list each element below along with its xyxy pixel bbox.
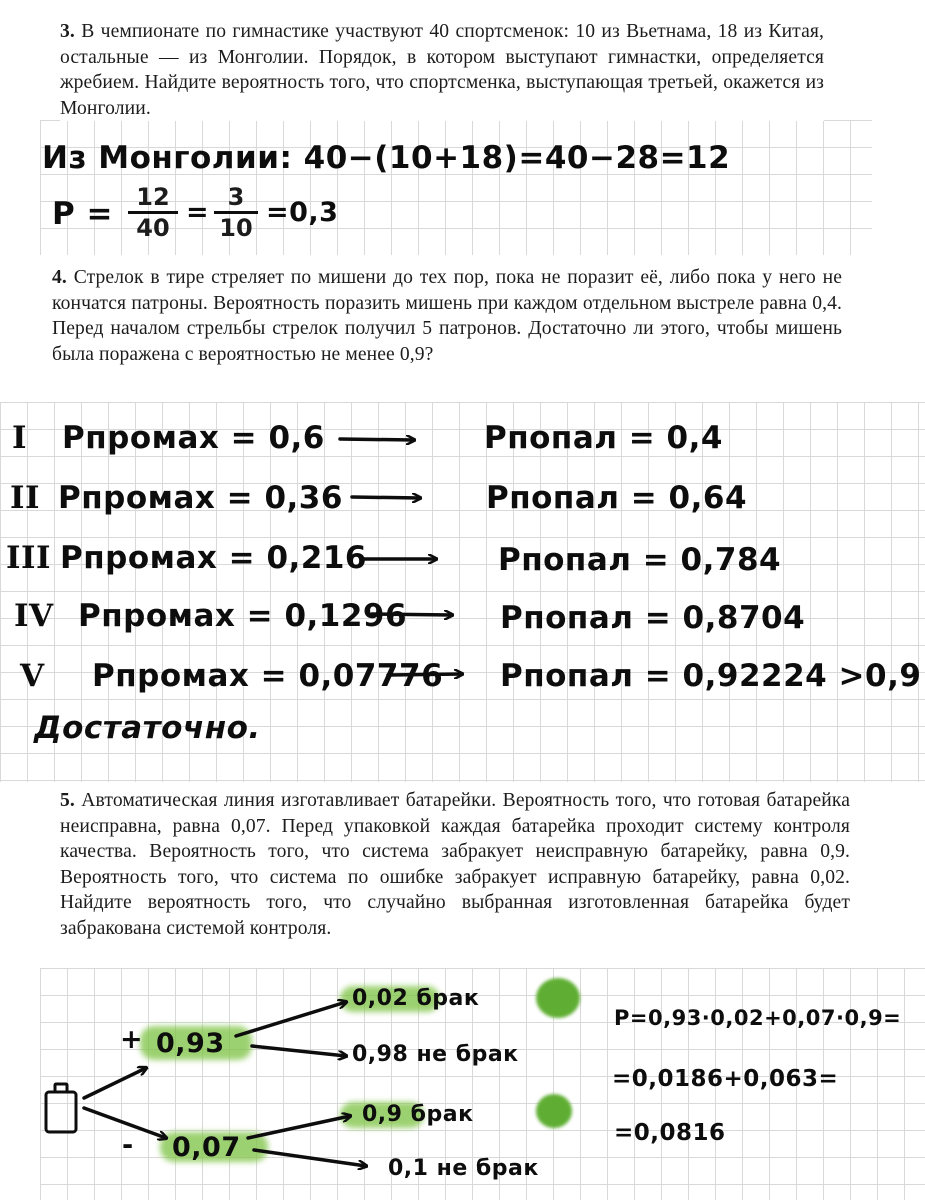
tree-branch-good: 0,93: [156, 1028, 225, 1059]
tree-leaf-2: 0,98 не брак: [352, 1042, 519, 1067]
tree-plus: +: [120, 1024, 144, 1055]
row-1-roman: I: [12, 420, 28, 456]
row-1-miss: Pпромах = 0,6: [62, 420, 325, 456]
tree-leaf-4: 0,1 не брак: [388, 1156, 539, 1181]
row-3-roman: III: [6, 540, 52, 576]
row-3-hit: Pпопал = 0,784: [498, 542, 782, 578]
arrow-to-good: [84, 1068, 146, 1098]
row-2-hit: Pпопал = 0,64: [486, 480, 748, 516]
problem-3-result: =0,3: [266, 197, 339, 228]
arrow-row-2: [352, 497, 420, 498]
problem-4-conclusion: Достаточно.: [34, 710, 261, 746]
row-4-hit: Pпопал = 0,8704: [500, 600, 806, 636]
fraction-2-numerator: 3: [227, 183, 245, 211]
calc-line-1: P=0,93·0,02+0,07·0,9=: [614, 1006, 902, 1030]
tree-leaf-1: 0,02 брак: [352, 986, 480, 1011]
battery-icon: [46, 1084, 76, 1132]
arrow-to-leaf-4: [254, 1150, 366, 1166]
tree-branch-bad: 0,07: [172, 1132, 241, 1163]
problem-4-number: 4.: [52, 267, 67, 288]
row-3-miss: Pпромах = 0,216: [60, 540, 367, 576]
problem-3-equals: =: [186, 197, 210, 228]
problem-4-statement: Стрелок в тире стреляет по мишени до тех пор, пока не поразит её, либо пока у него не кончатся патроны. Вероятность поразить мишень при каждом отдельном выстреле равна 0,4. Перед началом стрельбы стрелок получил 5 патронов. Достаточно ли этого, чтобы мишень была поражена с вероятностью не менее 0,9?: [52, 267, 842, 365]
tree-minus: -: [122, 1130, 134, 1161]
arrow-row-5: [388, 674, 462, 675]
row-2-miss: Pпромах = 0,36: [58, 480, 343, 516]
arrow-row-1: [340, 439, 414, 440]
arrow-to-leaf-3: [248, 1116, 350, 1138]
problem-5-statement: Автоматическая линия изготавливает батарейки. Вероятность того, что готовая батарейка неисправна, равна 0,07. Перед упаковкой каждая батарейка проходит систему контроля качества. Вероятность того, что система забракует неисправную батарейку, равна 0,9. Вероятность того, что система по ошибке забракует исправную батарейку, равна 0,02. Найдите вероятность того, что случайно выбранная изготовленная батарейка будет забракована системой контроля.: [60, 790, 850, 939]
fraction-2-denominator: 10: [219, 214, 253, 242]
arrow-to-leaf-1: [236, 1002, 346, 1036]
calc-line-3: =0,0816: [614, 1120, 726, 1146]
arrow-row-4: [372, 614, 452, 615]
tree-leaf-3: 0,9 брак: [362, 1102, 474, 1127]
row-5-roman: V: [20, 658, 45, 694]
problem-3-statement: В чемпионате по гимнастике участвуют 40 спортсменок: 10 из Вьетнама, 18 из Китая, остальные — из Монголии. Порядок, в котором выступают гимнастки, определяется жребием. Найдите вероятность того, что спортсменка, выступающая третьей, окажется из Монголии.: [60, 21, 824, 119]
row-2-roman: II: [10, 480, 41, 516]
row-4-miss: Pпромах = 0,1296: [78, 598, 408, 634]
problem-3-p-label: P =: [52, 196, 113, 232]
row-5-hit: Pпопал = 0,92224 >0,9: [500, 658, 922, 694]
row-1-hit: Pпопал = 0,4: [484, 420, 723, 456]
arrow-to-leaf-2: [252, 1046, 346, 1056]
fraction-1-numerator: 12: [136, 183, 170, 211]
row-5-miss: Pпромах = 0,07776: [92, 658, 444, 694]
problem-3-solution-line: Из Монголии: 40−(10+18)=40−28=12: [42, 140, 731, 176]
problem-3-number: 3.: [60, 21, 75, 42]
calc-line-2: =0,0186+0,063=: [612, 1066, 839, 1092]
fraction-1-denominator: 40: [136, 214, 170, 242]
row-4-roman: IV: [14, 598, 54, 634]
problem-5-number: 5.: [60, 790, 75, 811]
